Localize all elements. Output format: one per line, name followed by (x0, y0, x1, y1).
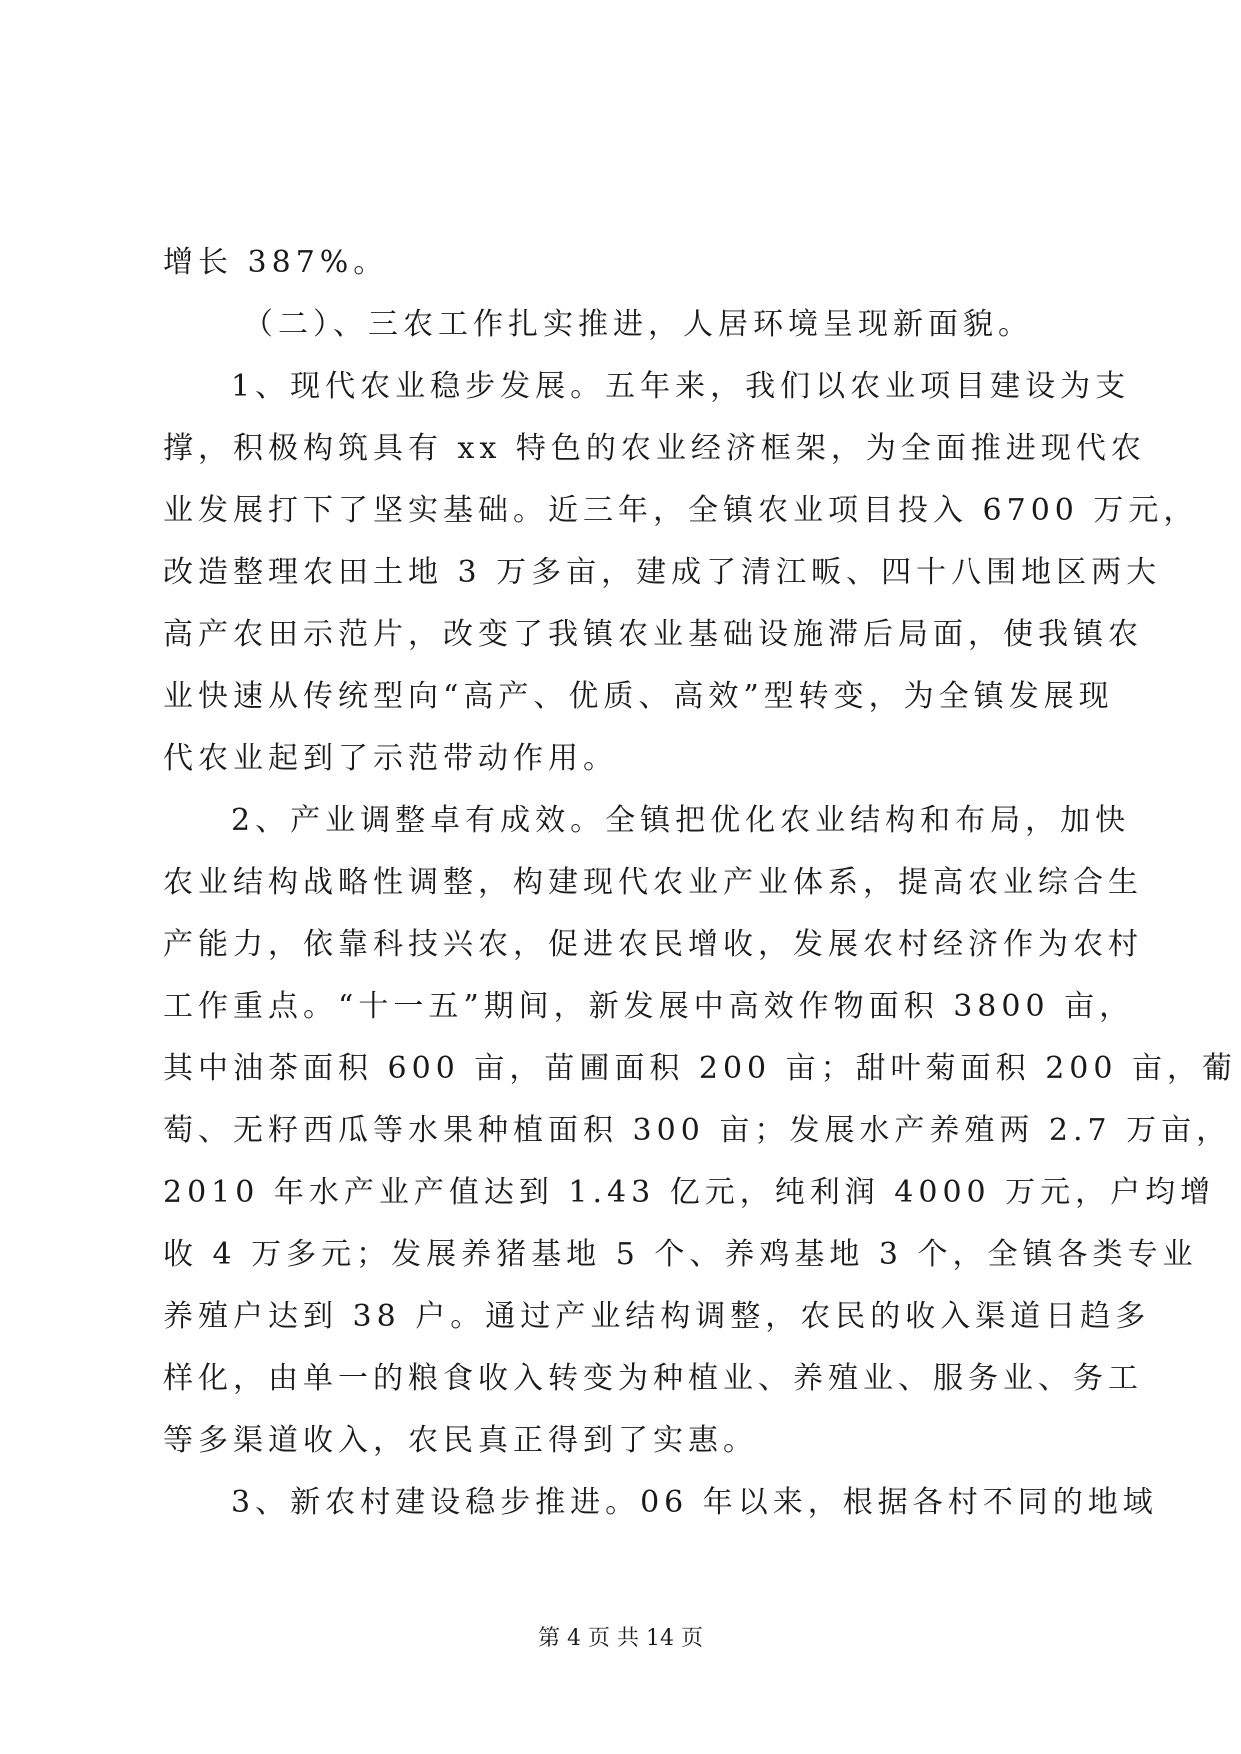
text-line: 代农业起到了示范带动作用。 (163, 741, 618, 776)
text-line: 业快速从传统型向“高产、优质、高效”型转变，为全镇发展现 (163, 679, 1114, 714)
text-line: 其中油茶面积 600 亩，苗圃面积 200 亩；甜叶菊面积 200 亩，葡 (163, 1051, 1237, 1086)
text-line: 业发展打下了坚实基础。近三年，全镇农业项目投入 6700 万元， (163, 493, 1199, 528)
text-line: 产能力，依靠科技兴农，促进农民增收，发展农村经济作为农村 (163, 927, 1143, 962)
text-line: 高产农田示范片，改变了我镇农业基础设施滞后局面，使我镇农 (163, 617, 1143, 652)
text-line: 撑，积极构筑具有 xx 特色的农业经济框架，为全面推进现代农 (163, 431, 1146, 466)
text-line: 养殖户达到 38 户。通过产业结构调整，农民的收入渠道日趋多 (163, 1299, 1151, 1334)
text-line: 农业结构战略性调整，构建现代农业产业体系，提高农业综合生 (163, 865, 1143, 900)
section-heading: （二）、三农工作扎实推进，人居环境呈现新面貌。 (243, 307, 1033, 342)
text-line: 等多渠道收入，农民真正得到了实惠。 (163, 1423, 758, 1458)
text-line: 萄、无籽西瓜等水果种植面积 300 亩；发展水产养殖两 2.7 万亩， (163, 1113, 1232, 1148)
text-line: 改造整理农田土地 3 万多亩，建成了清江畈、四十八围地区两大 (163, 555, 1162, 590)
text-line: 2010 年水产业产值达到 1.43 亿元，纯利润 4000 万元，户均增 (163, 1175, 1216, 1210)
text-line: 样化，由单一的粮食收入转变为种植业、养殖业、服务业、务工 (163, 1361, 1143, 1396)
document-body (163, 232, 1237, 1534)
paragraph-first-line: 3、新农村建设稳步推进。06 年以来，根据各村不同的地域 (231, 1485, 1158, 1520)
text-line: 收 4 万多元；发展养猪基地 5 个、养鸡基地 3 个，全镇各类专业 (163, 1237, 1198, 1272)
text-line: 增长 387%。 (163, 245, 389, 280)
paragraph-first-line: 1、现代农业稳步发展。五年来，我们以农业项目建设为支 (231, 369, 1131, 404)
text-line: 工作重点。“十一五”期间，新发展中高效作物面积 3800 亩， (163, 989, 1135, 1024)
page-number-footer: 第 4 页 共 14 页 (538, 1626, 703, 1651)
paragraph-first-line: 2、产业调整卓有成效。全镇把优化农业结构和布局，加快 (231, 803, 1131, 838)
